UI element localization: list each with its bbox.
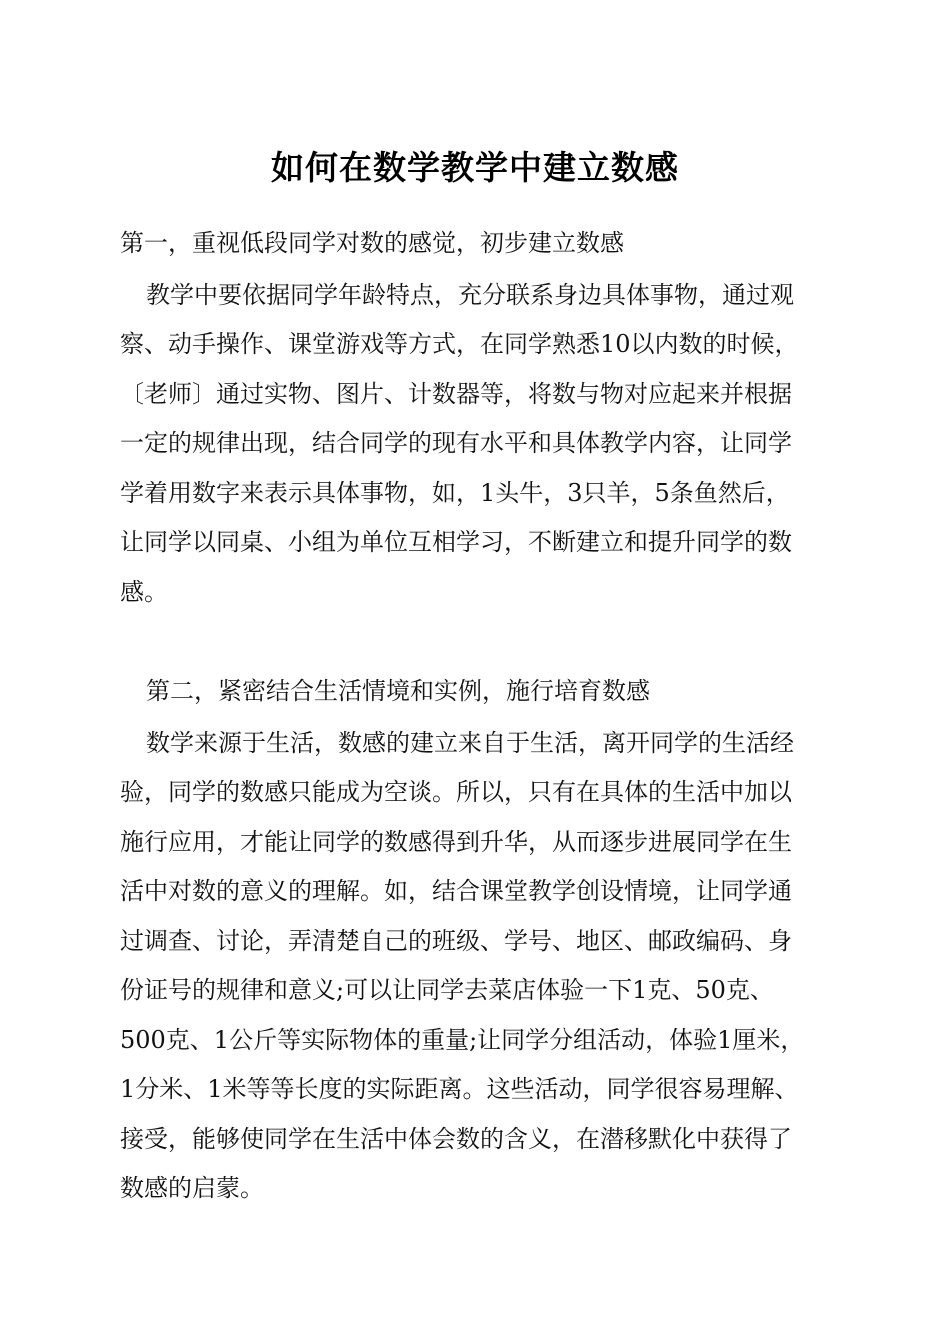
section1-line: 一定的规律出现，结合同学的现有水平和具体教学内容，让同学 — [120, 429, 792, 457]
section2-line: 活中对数的意义的理解。如，结合课堂教学创设情境，让同学通 — [120, 877, 792, 905]
section2-line: 份证号的规律和意义;可以让同学去菜店体验一下1克、50克、 — [120, 976, 774, 1004]
section2-line: 验，同学的数感只能成为空谈。所以，只有在具体的生活中加以 — [120, 778, 792, 806]
section1-line: 察、动手操作、课堂游戏等方式，在同学熟悉10以内数的时候， — [120, 330, 799, 358]
section2-line: 数感的启蒙。 — [120, 1174, 264, 1202]
section1-line: 教学中要依据同学年龄特点，充分联系身边具体事物，通过观 — [146, 281, 794, 309]
section1-line: 感。 — [120, 578, 168, 606]
document-title: 如何在数学教学中建立数感 — [271, 148, 679, 187]
section2-line: 500克、1公斤等实际物体的重量;让同学分组活动，体验1厘米， — [120, 1026, 805, 1054]
section2-line: 数学来源于生活，数感的建立来自于生活，离开同学的生活经 — [146, 729, 794, 757]
section2-line: 施行应用，才能让同学的数感得到升华，从而逐步进展同学在生 — [120, 828, 792, 856]
section1-line: 学着用数字来表示具体事物，如，1头牛，3只羊，5条鱼然后， — [120, 479, 790, 507]
section1-line: 〔老师〕通过实物、图片、计数器等，将数与物对应起来并根据 — [120, 380, 792, 408]
section2-line: 过调查、讨论，弄清楚自己的班级、学号、地区、邮政编码、身 — [120, 927, 792, 955]
section1-heading: 第一，重视低段同学对数的感觉，初步建立数感 — [120, 229, 624, 257]
section2-line: 1分米、1米等等长度的实际距离。这些活动，同学很容易理解、 — [120, 1075, 799, 1103]
section1-line: 让同学以同桌、小组为单位互相学习，不断建立和提升同学的数 — [120, 528, 792, 556]
section2-line: 接受，能够使同学在生活中体会数的含义，在潜移默化中获得了 — [120, 1125, 792, 1153]
section2-heading: 第二，紧密结合生活情境和实例，施行培育数感 — [146, 677, 650, 705]
